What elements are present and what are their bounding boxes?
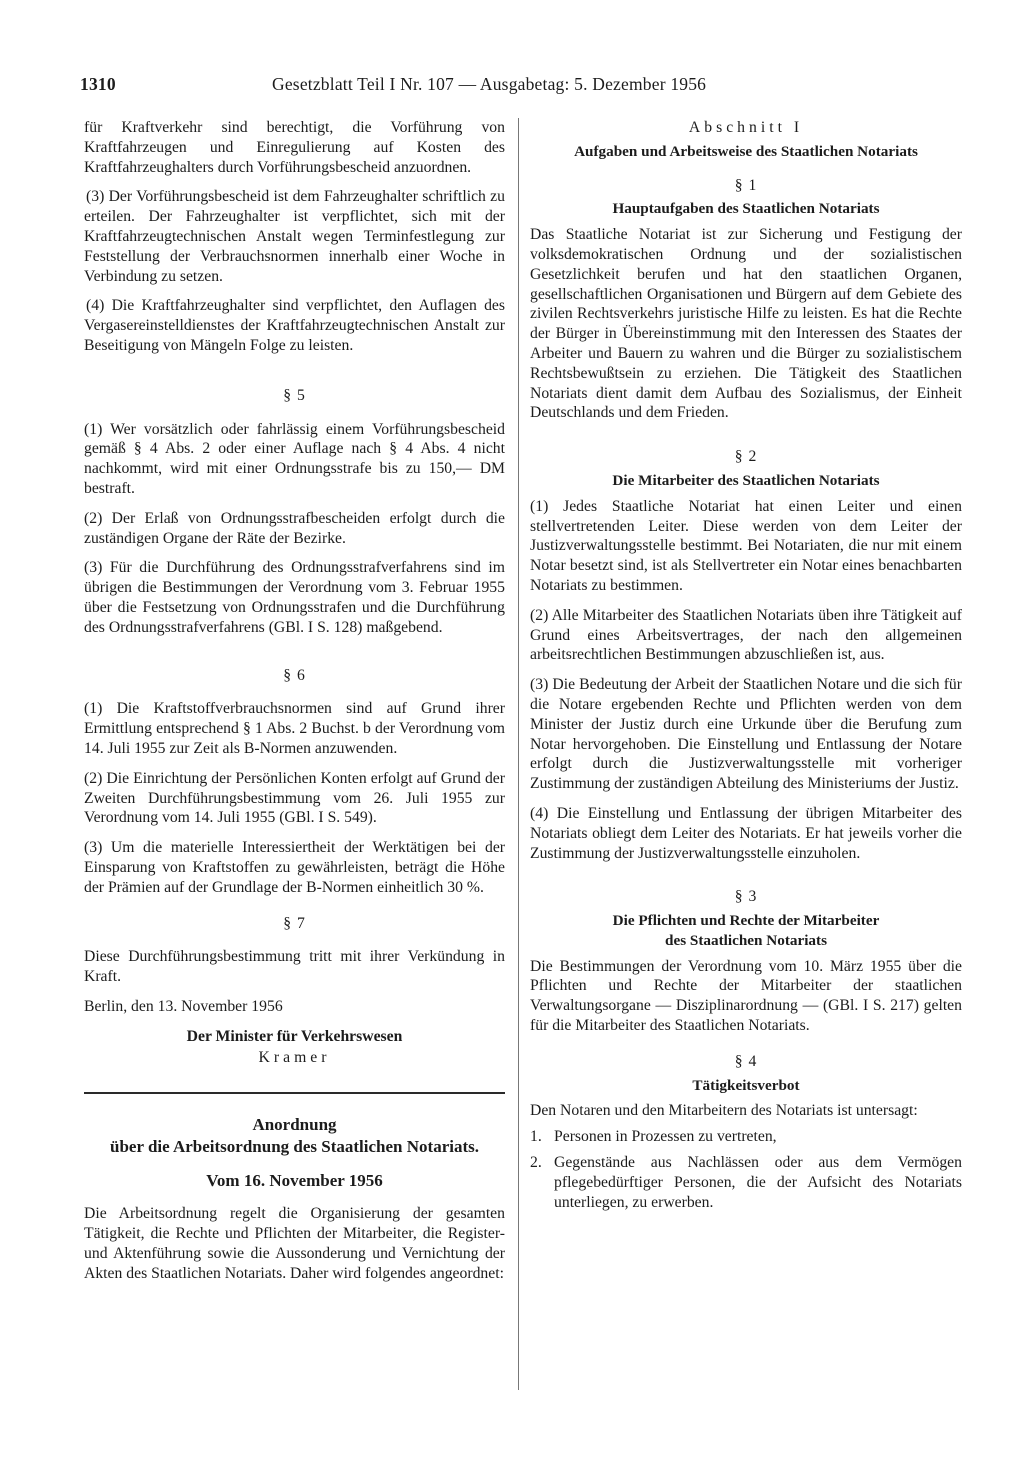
paragraph: (4) Die Kraftfahrzeughalter sind verpflichtet, den Auflagen des Vergasereinstelldienstes der Kraftfahrzeugtechnischen Anstalt zur Beseitigung von Mängeln Folge zu leisten. — [84, 297, 505, 354]
running-title: Gesetzblatt Teil I Nr. 107 — Ausgabetag: 5. Dezember 1956 — [272, 74, 707, 94]
paragraph: Die Arbeitsordnung regelt die Organisierung der gesamten Tätigkeit, die Rechte und Pflichten der Mitarbeiter, die Register- und Aktenführung sowie die Aussonderung und Vernichtung der Akten des Staatlichen Notariats. Daher wird folgendes angeordnet: — [84, 1205, 505, 1282]
section-heading: § 6 — [283, 666, 306, 684]
paragraph: (2) Die Einrichtung der Persönlichen Konten erfolgt auf Grund der Zweiten Durchführungsbestimmung vom 26. Juli 1955 zur Verordnung vom 14. Juli 1955 (GBl. I S. 549). — [84, 769, 505, 827]
section-title: Die Pflichten und Rechte der Mitarbeiter — [612, 912, 880, 930]
section-title: Tätigkeitsverbot — [692, 1076, 800, 1094]
paragraph: (1) Wer vorsätzlich oder fahrlässig einem Vorführungsbescheid gemäß § 4 Abs. 2 oder einer Auflage nach § 4 Abs. 4 nicht nachkommt, wird mit einer Ordnungsstrafe bis zu 150,— DM bestraft. — [84, 420, 505, 497]
chapter-heading: Abschnitt I — [688, 119, 804, 136]
section-title: Hauptaufgaben des Staatlichen Notariats — [612, 200, 880, 218]
list-text: Gegenstände aus Nachlässen oder aus dem Vermögen pflegebedürftiger Personen, die der Aufsicht des Notariats unterliegen, zu erwerben. — [554, 1154, 962, 1211]
place-date: Berlin, den 13. November 1956 — [84, 997, 283, 1015]
section-heading: § 2 — [734, 448, 758, 466]
chapter-title: Aufgaben und Arbeitsweise des Staatlichen Notariats — [574, 142, 918, 160]
paragraph: (3) Der Vorführungsbescheid ist dem Fahrzeughalter schriftlich zu erteilen. Der Fahrzeughalter ist verpflichtet, sich mit der Kraftfahrzeugtechnischen Anstalt wegen Terminfestlegung zur Feststellung der Verbrauchsnormen innerhalb einer Woche in Verbindung zu setzen. — [84, 188, 505, 285]
paragraph: (3) Um die materielle Interessiertheit der Werktätigen bei der Einsparung von Kraftstoffen zu gewährleisten, beträgt die Höhe der Prämien auf der Grundlage der B-Normen einheitlich 30 %. — [84, 839, 505, 896]
paragraph: Die Bestimmungen der Verordnung vom 10. März 1955 über die Pflichten und Rechte der Mitarbeiter der staatlichen Verwaltungsorgane — Disziplinarordnung — (GBl. I S. 217) gelten für die Mitarbeiter des Staatlichen Notariats. — [530, 957, 962, 1035]
list-number: 2. — [530, 1154, 542, 1172]
page-number: 1310 — [80, 74, 116, 94]
column-divider — [518, 118, 519, 1390]
list-item — [530, 1127, 962, 1147]
left-column — [84, 118, 505, 1293]
signature-name: Kramer — [258, 1049, 331, 1067]
minister-title: Der Minister für Verkehrswesen — [186, 1027, 403, 1045]
right-column — [530, 118, 962, 1218]
section-heading: § 7 — [283, 914, 306, 932]
paragraph: Das Staatliche Notariat ist zur Sicherung und Festigung der volksdemokratischen Ordnung und der sozialistischen Gesetzlichkeit berufen und hat den staatlichen Organen, gesellschaftlichen Organisationen und Bürgern auf dem Gebiete des zivilen Rechtsverkehrs juristische Hilfe zu leisten. Es hat die Rechte der Bürger in Übereinstimmung mit den Interessen des Staates der Arbeiter und Bauern zu wahren und die Bürger zu sozialistischem Rechtsbewußtsein zu erziehen. Die Tätigkeit des Staatlichen Notariats dient damit dem Aufbau des Sozialismus, der Einheit Deutschlands und dem Frieden. — [530, 226, 962, 422]
paragraph: Diese Durchführungsbestimmung tritt mit ihrer Verkündung in Kraft. — [84, 948, 505, 986]
prohibition-list — [530, 1127, 962, 1212]
paragraph: (1) Die Kraftstoffverbrauchsnormen sind auf Grund ihrer Ermittlung entsprechend § 1 Abs. 2 Buchst. b der Verordnung vom 14. Juli 1955 zur Zeit als B-Normen anzuwenden. — [84, 700, 505, 757]
paragraph: (2) Der Erlaß von Ordnungsstrafbescheiden erfolgt durch die zuständigen Organe der Räte der Bezirke. — [84, 509, 505, 547]
ordinance-subtitle: über die Arbeitsordnung des Staatlichen Notariats. — [110, 1137, 479, 1157]
section-heading: § 5 — [283, 386, 306, 404]
section-title: des Staatlichen Notariats — [665, 931, 827, 949]
paragraph: (3) Die Bedeutung der Arbeit der Staatlichen Notare und die sich für die Notare ergebenden Rechte und Pflichten werden von dem Minister der Justiz durch eine Urkunde über die Berufung zum Notar hervorgehoben. Die Einstellung und Entlassung der Notare erfolgt durch die Justizverwaltungsstelle mit vorheriger Zustimmung der zuständigen Abteilung des Ministeriums der Justiz. — [530, 676, 962, 793]
section-heading: § 1 — [734, 176, 758, 194]
list-number: 1. — [530, 1128, 542, 1146]
section-heading: § 4 — [734, 1052, 758, 1070]
paragraph: (2) Alle Mitarbeiter des Staatlichen Notariats üben ihre Tätigkeit auf Grund eines Arbeitsvertrages, der nach den allgemeinen arbeitsrechtlichen Bestimmungen abzuschließen ist, aus. — [530, 606, 962, 664]
section-heading: § 3 — [734, 888, 758, 906]
paragraph: für Kraftverkehr sind berechtigt, die Vorführung von Kraftfahrzeugen und Einregulierung auf Kosten des Kraftfahrzeughalters durch Vorführungsbescheid anzuordnen. — [84, 119, 505, 176]
paragraph: (1) Jedes Staatliche Notariat hat einen Leiter und einen stellvertretenden Leiter. Diese werden von dem Leiter der Justizverwaltungsstelle bestimmt. Bei Notariaten, die nur mit einem Notar besetzt sind, ist als Stellvertreter ein Notar eines benachbarten Notariats zu bestimmen. — [530, 497, 962, 594]
ordinance-title: Anordnung — [252, 1115, 337, 1135]
page-header — [80, 74, 962, 100]
list-item — [530, 1153, 962, 1212]
paragraph: (3) Für die Durchführung des Ordnungsstrafverfahrens sind im übrigen die Bestimmungen der Verordnung vom 3. Februar 1955 über die Festsetzung von Ordnungsstrafen und die Durchführung des Ordnungsstrafverfahrens (GBl. I S. 128) maßgebend. — [84, 559, 505, 636]
ordinance-date: Vom 16. November 1956 — [206, 1171, 383, 1191]
section-title: Die Mitarbeiter des Staatlichen Notariats — [612, 471, 880, 489]
section-divider — [84, 1092, 505, 1094]
list-text: Personen in Prozessen zu vertreten, — [554, 1128, 777, 1146]
paragraph: Den Notaren und den Mitarbeitern des Notariats ist untersagt: — [530, 1102, 918, 1120]
paragraph: (4) Die Einstellung und Entlassung der übrigen Mitarbeiter des Notariats obliegt dem Leiter des Notariats. Er hat jeweils vorher die Zustimmung der Justizverwaltungsstelle einzuholen. — [530, 804, 962, 862]
